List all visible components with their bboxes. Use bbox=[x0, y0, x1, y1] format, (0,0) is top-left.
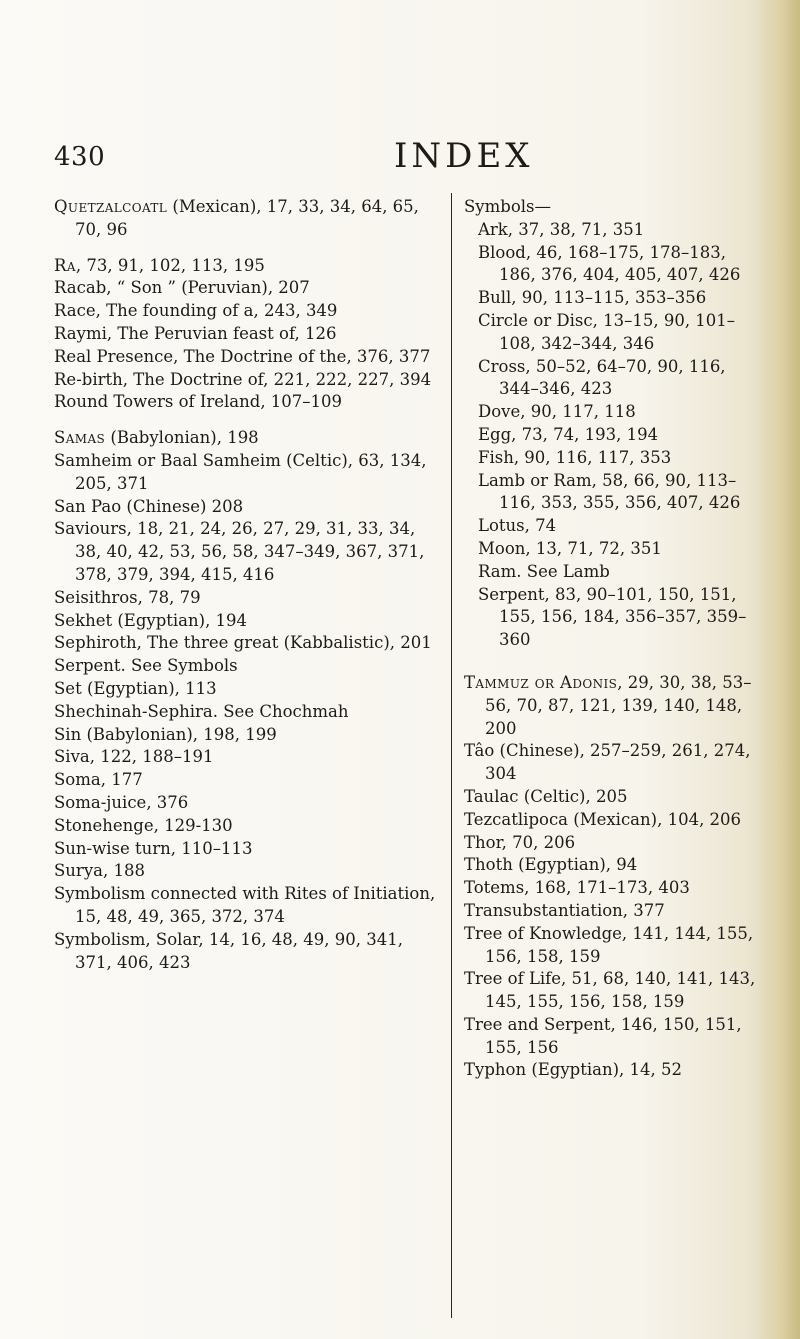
index-subentry bbox=[464, 287, 759, 310]
index-entry bbox=[54, 196, 439, 242]
index-entry bbox=[54, 769, 439, 792]
entry-text: Tâo (Chinese), 257–259, 261, 274, 304 bbox=[464, 741, 751, 784]
index-entry bbox=[54, 701, 439, 724]
entry-text: Set (Egyptian), 113 bbox=[54, 678, 217, 698]
index-entry bbox=[464, 786, 759, 809]
index-entry bbox=[464, 854, 759, 877]
index-entry bbox=[54, 929, 439, 975]
entry-text: Seisithros, 78, 79 bbox=[54, 587, 201, 607]
index-subentry bbox=[464, 584, 759, 652]
entry-text: Shechinah-Sephira. See Chochmah bbox=[54, 701, 349, 721]
entry-text: Egg, 73, 74, 193, 194 bbox=[478, 424, 659, 444]
index-entry bbox=[54, 746, 439, 769]
index-entry bbox=[54, 300, 439, 323]
index-entry bbox=[464, 1059, 759, 1082]
index-entry bbox=[54, 838, 439, 861]
entry-text: (Mexican), 17, 33, 34, 64, 65, 70, 96 bbox=[75, 197, 419, 239]
entry-text: Fish, 90, 116, 117, 353 bbox=[478, 447, 672, 467]
entry-text: Saviours, 18, 21, 24, 26, 27, 29, 31, 33, 34, 38, 40, 42, 53, 56, 58, 347–349, 367, 371, 378, 379, 394, 415, 416 bbox=[54, 519, 425, 584]
entry-text: Race, The founding of a, 243, 349 bbox=[54, 301, 338, 321]
entry-text: Totems, 168, 171–173, 403 bbox=[464, 878, 690, 898]
entry-text: Re-birth, The Doctrine of, 221, 222, 227, 394 bbox=[54, 369, 432, 389]
entry-text: Ram. See Lamb bbox=[478, 561, 610, 581]
entry-text: San Pao (Chinese) 208 bbox=[54, 496, 244, 516]
entry-text: Tezcatlipoca (Mexican), 104, 206 bbox=[464, 809, 742, 829]
index-column-right bbox=[464, 196, 759, 1082]
entry-text: Real Presence, The Doctrine of the, 376, 377 bbox=[54, 346, 431, 366]
index-subentry bbox=[464, 447, 759, 470]
entry-text: Tree and Serpent, 146, 150, 151, 155, 156 bbox=[464, 1014, 742, 1057]
entry-text: Sun-wise turn, 110–113 bbox=[54, 838, 253, 858]
page-number: 430 bbox=[54, 142, 106, 172]
entry-text: Thoth (Egyptian), 94 bbox=[464, 855, 638, 875]
index-entry bbox=[54, 450, 439, 496]
index-entry bbox=[54, 587, 439, 610]
entry-text: , 73, 91, 102, 113, 195 bbox=[75, 255, 265, 275]
index-subentry bbox=[464, 310, 759, 356]
entry-headword: Ra bbox=[54, 255, 76, 275]
section-gap bbox=[54, 242, 439, 255]
index-entry bbox=[54, 815, 439, 838]
index-subentry bbox=[464, 538, 759, 561]
index-entry bbox=[464, 809, 759, 832]
page-header bbox=[0, 128, 800, 178]
entry-headword: Quetzalcoatl bbox=[54, 197, 168, 216]
entry-text: Round Towers of Ireland, 107–109 bbox=[54, 392, 343, 412]
entry-text: Serpent. See Symbols bbox=[54, 656, 238, 676]
entry-text: Dove, 90, 117, 118 bbox=[478, 402, 636, 422]
entry-text: Tree of Knowledge, 141, 144, 155, 156, 158, 159 bbox=[464, 923, 754, 966]
section-gap bbox=[464, 652, 759, 672]
index-entry bbox=[464, 672, 759, 740]
entry-text: Serpent, 83, 90–101, 150, 151, 155, 156, 184, 356–357, 359–360 bbox=[478, 584, 747, 650]
index-subentry bbox=[464, 515, 759, 538]
entry-text: Siva, 122, 188–191 bbox=[54, 747, 214, 767]
entry-text: Thor, 70, 206 bbox=[464, 832, 576, 852]
index-heading bbox=[464, 196, 759, 219]
entry-text: Symbols— bbox=[464, 197, 552, 216]
index-column-left bbox=[54, 196, 439, 974]
page-edge-shading bbox=[758, 0, 800, 1339]
index-entry bbox=[54, 655, 439, 678]
index-entry bbox=[54, 255, 439, 278]
index-entry bbox=[54, 277, 439, 300]
index-entry bbox=[54, 427, 439, 450]
entry-text: Sin (Babylonian), 198, 199 bbox=[54, 724, 277, 744]
index-entry bbox=[464, 923, 759, 969]
page-title: INDEX bbox=[394, 136, 534, 176]
index-subentry bbox=[464, 424, 759, 447]
entry-text: Stonehenge, 129-130 bbox=[54, 815, 233, 835]
entry-text: Transubstantiation, 377 bbox=[464, 900, 665, 920]
index-entry bbox=[464, 900, 759, 923]
index-subentry bbox=[464, 219, 759, 242]
index-entry bbox=[54, 518, 439, 586]
entry-text: Cross, 50–52, 64–70, 90, 116, 344–346, 423 bbox=[478, 356, 726, 399]
entry-text: Bull, 90, 113–115, 353–356 bbox=[478, 288, 707, 308]
entry-text: Symbolism, Solar, 14, 16, 48, 49, 90, 341, 371, 406, 423 bbox=[54, 929, 404, 972]
index-entry bbox=[54, 391, 439, 414]
entry-text: Taulac (Celtic), 205 bbox=[464, 786, 628, 806]
index-entry bbox=[54, 678, 439, 701]
entry-headword: Tammuz or Adonis bbox=[464, 672, 618, 692]
index-entry bbox=[54, 369, 439, 392]
entry-text: Typhon (Egyptian), 14, 52 bbox=[464, 1060, 683, 1080]
index-entry bbox=[54, 632, 439, 655]
entry-text: Moon, 13, 71, 72, 351 bbox=[478, 538, 662, 558]
entry-text: Sephiroth, The three great (Kabbalistic), 201 bbox=[54, 633, 432, 653]
index-entry bbox=[464, 740, 759, 786]
index-entry bbox=[464, 968, 759, 1014]
index-entry bbox=[54, 724, 439, 747]
entry-text: Lamb or Ram, 58, 66, 90, 113–116, 353, 355, 356, 407, 426 bbox=[478, 470, 741, 513]
entry-text: Soma-juice, 376 bbox=[54, 792, 189, 812]
index-subentry bbox=[464, 470, 759, 516]
entry-text: Surya, 188 bbox=[54, 861, 145, 881]
index-entry bbox=[464, 1014, 759, 1060]
index-subentry bbox=[464, 561, 759, 584]
index-subentry bbox=[464, 242, 759, 288]
index-subentry bbox=[464, 356, 759, 402]
entry-text: Blood, 46, 168–175, 178–183, 186, 376, 404, 405, 407, 426 bbox=[478, 242, 741, 285]
entry-text: , 29, 30, 38, 53–56, 70, 87, 121, 139, 140, 148, 200 bbox=[485, 672, 752, 738]
column-divider bbox=[451, 193, 452, 1318]
index-entry bbox=[464, 832, 759, 855]
entry-text: Soma, 177 bbox=[54, 770, 143, 790]
entry-text: Tree of Life, 51, 68, 140, 141, 143, 145, 155, 156, 158, 159 bbox=[464, 969, 756, 1012]
section-gap bbox=[54, 414, 439, 427]
index-entry bbox=[54, 323, 439, 346]
index-entry bbox=[54, 610, 439, 633]
index-entry bbox=[54, 346, 439, 369]
index-entry bbox=[54, 860, 439, 883]
entry-text: Symbolism connected with Rites of Initiation, 15, 48, 49, 365, 372, 374 bbox=[54, 884, 436, 926]
index-entry bbox=[54, 883, 439, 929]
index-entry bbox=[54, 496, 439, 519]
index-entry bbox=[464, 877, 759, 900]
index-entry bbox=[54, 792, 439, 815]
entry-text: Sekhet (Egyptian), 194 bbox=[54, 610, 248, 630]
index-subentry bbox=[464, 401, 759, 424]
entry-text: (Babylonian), 198 bbox=[105, 428, 259, 448]
entry-text: Ark, 37, 38, 71, 351 bbox=[478, 219, 645, 239]
entry-text: Raymi, The Peruvian feast of, 126 bbox=[54, 323, 337, 343]
entry-headword: Samas bbox=[54, 428, 106, 448]
entry-text: Racab, “ Son ” (Peruvian), 207 bbox=[54, 278, 310, 298]
entry-text: Circle or Disc, 13–15, 90, 101–108, 342–344, 346 bbox=[478, 310, 736, 353]
entry-text: Samheim or Baal Samheim (Celtic), 63, 134, 205, 371 bbox=[54, 450, 427, 493]
entry-text: Lotus, 74 bbox=[478, 516, 557, 536]
